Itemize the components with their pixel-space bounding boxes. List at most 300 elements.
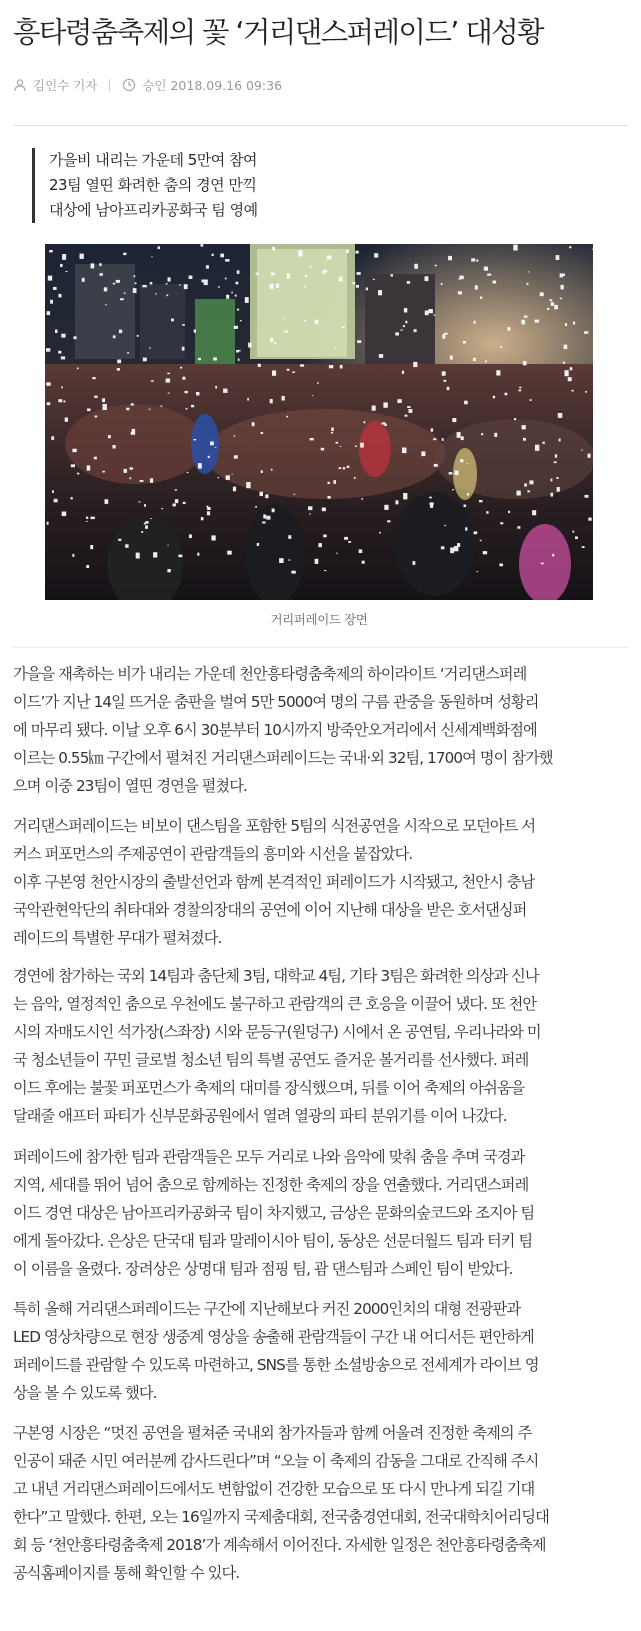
confetti-speck — [213, 358, 217, 361]
confetti-speck — [421, 451, 425, 456]
confetti-speck — [328, 496, 331, 499]
confetti-speck — [327, 256, 331, 260]
meta-divider — [109, 79, 110, 91]
confetti-speck — [257, 543, 259, 546]
confetti-speck — [560, 298, 562, 299]
confetti-speck — [431, 428, 434, 431]
confetti-speck — [444, 380, 447, 382]
confetti-speck — [103, 404, 107, 410]
confetti-speck — [185, 391, 188, 393]
confetti-speck — [312, 395, 314, 396]
confetti-speck — [517, 526, 520, 529]
confetti-speck — [207, 506, 209, 508]
confetti-speck — [86, 517, 88, 519]
confetti-speck — [556, 477, 558, 479]
confetti-speck — [514, 418, 516, 420]
confetti-speck — [588, 454, 591, 458]
confetti-speck — [476, 260, 478, 262]
confetti-speck — [542, 442, 544, 444]
confetti-speck — [328, 482, 330, 484]
confetti-speck — [113, 335, 116, 338]
paragraph-line: 에게 돌아갔다. 은상은 단국대 팀과 말레이시아 팀이, 동상은 선문더월드 팀과 터키 팀 — [13, 1232, 533, 1250]
confetti-speck — [585, 495, 589, 498]
confetti-speck — [252, 422, 255, 426]
confetti-speck — [340, 446, 342, 447]
confetti-speck — [234, 435, 236, 436]
confetti-speck — [477, 571, 479, 572]
article-paragraph — [13, 962, 618, 1130]
confetti-speck — [373, 279, 375, 280]
confetti-speck — [144, 523, 146, 525]
author-name: 김인수 기자 — [33, 78, 98, 93]
confetti-speck — [130, 477, 132, 479]
confetti-speck — [53, 287, 57, 290]
paragraph-line: 지역, 세대를 뛰어 넘어 춤으로 함께하는 진정한 축제의 장을 연출했다. 거리댄스퍼레 — [13, 1176, 529, 1194]
confetti-speck — [210, 442, 214, 446]
paragraph-line: 으며 이중 23팀이 열띤 경연을 펼쳤다. — [13, 777, 247, 795]
confetti-speck — [58, 399, 62, 402]
confetti-speck — [434, 464, 438, 467]
confetti-speck — [123, 253, 126, 255]
confetti-speck — [532, 510, 536, 515]
confetti-speck — [584, 331, 588, 334]
confetti-speck — [158, 246, 160, 249]
paragraph-line: 인공이 돼준 시민 여러분께 감사드린다”며 “오늘 이 축제의 감동을 그대로 간직해 주시 — [13, 1452, 539, 1470]
header-divider — [13, 125, 628, 126]
confetti-speck — [124, 293, 126, 294]
confetti-speck — [585, 391, 587, 393]
confetti-speck — [166, 283, 168, 284]
paragraph-line: 한다”고 말했다. 한편, 오는 16일까지 국제춤대회, 전국춤경연대회, 전국대학치어리딩대 — [13, 1508, 549, 1526]
confetti-speck — [528, 271, 530, 272]
confetti-speck — [339, 277, 343, 282]
confetti-speck — [201, 244, 204, 247]
confetti-speck — [127, 352, 129, 353]
confetti-speck — [444, 333, 448, 335]
confetti-speck — [182, 377, 185, 380]
confetti-speck — [141, 531, 143, 533]
confetti-speck — [265, 494, 268, 498]
confetti-speck — [540, 292, 544, 296]
confetti-speck — [125, 544, 128, 548]
confetti-speck — [304, 286, 307, 287]
confetti-speck — [321, 448, 325, 451]
confetti-speck — [404, 308, 407, 312]
confetti-speck — [347, 466, 350, 468]
paragraph-line: 퍼레이드를 관람할 수 있도록 마련하고, SNS를 통한 소셜방송으로 전세계가 라이브 영 — [13, 1356, 539, 1374]
confetti-speck — [315, 559, 319, 564]
confetti-speck — [429, 309, 433, 313]
summary-line: 23팀 열띤 화려한 춤의 경연 만끽 — [49, 176, 257, 194]
confetti-speck — [441, 546, 445, 549]
confetti-speck — [493, 396, 495, 399]
confetti-speck — [403, 493, 407, 499]
confetti-speck — [483, 551, 487, 554]
confetti-speck — [236, 282, 239, 285]
confetti-speck — [413, 362, 417, 367]
paragraph-line: 공식홈페이지를 통해 확인할 수 있다. — [13, 1564, 240, 1582]
confetti-speck — [405, 415, 408, 417]
confetti-speck — [287, 369, 290, 371]
confetti-speck — [323, 535, 327, 538]
confetti-speck — [379, 354, 383, 358]
confetti-speck — [175, 489, 177, 490]
paragraph-line: 커스 퍼포먼스의 주제공연이 관람객들의 흥미와 시선을 붙잡았다. — [13, 845, 413, 863]
confetti-speck — [235, 295, 237, 297]
confetti-speck — [236, 350, 239, 353]
confetti-speck — [354, 477, 356, 479]
confetti-speck — [444, 525, 446, 526]
confetti-speck — [187, 472, 189, 473]
confetti-speck — [61, 356, 65, 359]
confetti-speck — [145, 525, 148, 528]
confetti-speck — [551, 479, 553, 482]
confetti-speck — [344, 537, 348, 540]
confetti-speck — [211, 535, 215, 540]
confetti-speck — [245, 297, 249, 303]
article-paragraph — [13, 812, 618, 952]
paragraph-line: 이르는 0.55㎞ 구간에서 펼쳐진 거리댄스퍼레이드는 국내·외 32팀, 1700여 명이 참가했 — [13, 749, 553, 767]
confetti-speck — [46, 382, 50, 386]
confetti-speck — [529, 480, 533, 484]
confetti-speck — [309, 513, 311, 514]
confetti-speck — [65, 418, 68, 422]
confetti-speck — [442, 371, 446, 376]
confetti-speck — [535, 445, 539, 451]
confetti-speck — [481, 433, 483, 435]
confetti-speck — [167, 569, 170, 572]
confetti-speck — [563, 362, 565, 364]
confetti-speck — [91, 517, 95, 520]
confetti-speck — [160, 406, 162, 407]
confetti-speck — [357, 272, 361, 275]
confetti-speck — [334, 348, 336, 349]
confetti-speck — [117, 360, 121, 364]
confetti-speck — [71, 497, 73, 499]
confetti-speck — [52, 490, 54, 493]
confetti-speck — [329, 365, 333, 368]
confetti-speck — [339, 467, 342, 469]
confetti-speck — [336, 553, 338, 554]
confetti-speck — [47, 522, 49, 525]
confetti-speck — [182, 324, 185, 326]
confetti-speck — [575, 536, 578, 539]
confetti-speck — [571, 390, 573, 392]
confetti-speck — [547, 308, 550, 310]
confetti-speck — [201, 517, 204, 520]
paragraph-line: 회 등 ‘천안흥타령춤축제 2018’가 계속해서 이어진다. 자세한 일정은 천안흥타령춤축제 — [13, 1536, 546, 1554]
confetti-speck — [263, 514, 266, 518]
confetti-speck — [279, 558, 284, 563]
paragraph-line: 구본영 시장은 “멋진 공연을 펼쳐준 국내외 참가자들과 함께 어울려 진정한 축제의 주 — [13, 1424, 532, 1442]
confetti-speck — [256, 273, 259, 275]
confetti-speck — [452, 418, 456, 422]
article-paragraph — [13, 1295, 618, 1407]
confetti-speck — [414, 329, 417, 332]
confetti-speck — [196, 392, 199, 395]
confetti-speck — [255, 506, 257, 508]
paragraph-line: 는 음악, 열정적인 춤으로 우천에도 불구하고 관람객의 큰 호응을 이끌어 냈다. 또 천안 — [13, 995, 537, 1013]
confetti-speck — [355, 446, 357, 447]
confetti-speck — [130, 467, 134, 469]
confetti-speck — [463, 341, 466, 344]
confetti-speck — [448, 256, 452, 260]
confetti-speck — [223, 389, 227, 393]
confetti-speck — [581, 450, 583, 451]
confetti-speck — [140, 480, 144, 482]
confetti-speck — [198, 358, 201, 360]
confetti-speck — [454, 546, 459, 551]
confetti-speck — [556, 255, 560, 260]
confetti-speck — [524, 483, 527, 486]
confetti-speck — [401, 330, 403, 331]
confetti-speck — [464, 401, 468, 405]
confetti-speck — [460, 459, 463, 462]
confetti-speck — [561, 285, 564, 290]
confetti-speck — [360, 443, 364, 448]
confetti-speck — [137, 335, 139, 337]
confetti-speck — [558, 413, 563, 418]
confetti-speck — [248, 343, 251, 348]
confetti-speck — [433, 438, 436, 440]
confetti-speck — [227, 551, 232, 555]
confetti-speck — [225, 259, 229, 262]
confetti-speck — [505, 393, 508, 396]
confetti-speck — [479, 500, 483, 502]
confetti-speck — [260, 492, 264, 496]
confetti-speck — [94, 396, 97, 398]
confetti-speck — [324, 570, 326, 571]
paragraph-line: 이드 경연 대상은 남아프리카공화국 팀이 차지했고, 금상은 문화의숲코드와 조지아 팀 — [13, 1204, 535, 1222]
confetti-speck — [62, 512, 66, 517]
confetti-speck — [455, 471, 459, 475]
confetti-speck — [550, 299, 553, 301]
confetti-speck — [473, 358, 476, 361]
confetti-speck — [151, 518, 153, 519]
confetti-speck — [86, 565, 89, 568]
confetti-speck — [92, 377, 95, 379]
confetti-speck — [409, 409, 413, 413]
clock-icon — [122, 78, 136, 92]
confetti-speck — [564, 345, 568, 350]
confetti-speck — [150, 478, 153, 483]
paragraph-line: 이드 후에는 불꽃 퍼포먼스가 축제의 대미를 장식했으며, 뒤를 이어 축제의 아쉬움을 — [13, 1079, 525, 1097]
confetti-speck — [442, 334, 445, 338]
confetti-speck — [94, 457, 97, 460]
confetti-speck — [551, 493, 554, 497]
confetti-speck — [184, 284, 188, 289]
confetti-speck — [104, 287, 107, 291]
confetti-speck — [343, 467, 345, 469]
confetti-speck — [58, 351, 61, 354]
confetti-speck — [450, 548, 454, 554]
confetti-speck — [167, 545, 169, 546]
confetti-speck — [72, 554, 74, 557]
confetti-speck — [523, 361, 527, 365]
confetti-speck — [317, 382, 319, 383]
confetti-speck — [49, 250, 53, 252]
confetti-speck — [218, 286, 220, 287]
parade-photo — [45, 244, 593, 600]
confetti-speck — [522, 320, 526, 325]
confetti-speck — [588, 518, 591, 521]
confetti-speck — [51, 436, 54, 440]
confetti-speck — [391, 274, 394, 276]
confetti-speck — [276, 284, 279, 288]
confetti-speck — [310, 266, 312, 267]
confetti-speck — [215, 447, 217, 448]
confetti-speck — [378, 290, 382, 295]
confetti-speck — [80, 254, 84, 259]
confetti-speck — [573, 322, 575, 325]
confetti-speck — [87, 409, 91, 412]
confetti-speck — [348, 541, 351, 543]
confetti-speck — [266, 516, 270, 520]
summary-line: 가을비 내리는 가운데 5만여 참여 — [49, 151, 257, 169]
confetti-speck — [168, 393, 170, 394]
confetti-speck — [464, 505, 467, 508]
confetti-speck — [518, 390, 521, 392]
confetti-speck — [274, 342, 276, 345]
confetti-speck — [459, 279, 461, 280]
confetti-speck — [383, 402, 387, 407]
confetti-speck — [560, 274, 563, 278]
confetti-speck — [193, 439, 196, 440]
confetti-speck — [499, 564, 503, 567]
confetti-speck — [118, 539, 121, 541]
confetti-speck — [530, 399, 532, 401]
confetti-speck — [396, 500, 399, 504]
confetti-speck — [480, 297, 482, 299]
confetti-speck — [144, 504, 146, 507]
confetti-speck — [198, 463, 202, 469]
confetti-speck — [318, 543, 322, 547]
confetti-speck — [552, 554, 554, 557]
confetti-speck — [105, 499, 109, 504]
confetti-speck — [387, 520, 390, 522]
paragraph-line: 시의 자매도시인 석가장(스좌장) 시와 문등구(원덩구) 시에서 온 공연팀, 우리나라와 미 — [13, 1023, 541, 1041]
confetti-speck — [208, 456, 210, 458]
confetti-speck — [346, 250, 349, 254]
confetti-speck — [204, 280, 208, 286]
confetti-speck — [592, 249, 593, 250]
confetti-speck — [357, 340, 361, 343]
confetti-speck — [134, 275, 136, 277]
confetti-speck — [356, 285, 359, 288]
confetti-speck — [220, 254, 224, 258]
paragraph-line: 특히 올해 거리댄스퍼레이드는 구간에 지난해보다 커진 2000인치의 대형 전광판과 — [13, 1300, 521, 1318]
confetti-speck — [500, 522, 503, 524]
confetti-speck — [519, 387, 521, 389]
confetti-speck — [554, 461, 557, 463]
confetti-speck — [87, 465, 91, 470]
confetti-speck — [333, 480, 336, 484]
confetti-speck — [225, 278, 227, 280]
confetti-speck — [60, 264, 63, 267]
paragraph-line: 이드’가 지난 14일 뜨거운 춤판을 벌여 5만 5000여 명의 구름 관중을 동원하며 성황리 — [13, 693, 539, 711]
confetti-speck — [117, 368, 120, 371]
confetti-speck — [271, 469, 273, 471]
confetti-speck — [523, 438, 526, 441]
confetti-speck — [119, 330, 122, 334]
confetti-speck — [191, 405, 194, 407]
confetti-speck — [262, 522, 265, 524]
confetti-speck — [234, 455, 238, 458]
confetti-speck — [402, 448, 407, 454]
confetti-speck — [395, 332, 399, 335]
confetti-speck — [233, 487, 236, 492]
confetti-speck — [143, 358, 147, 362]
confetti-speck — [149, 348, 151, 349]
confetti-speck — [407, 281, 410, 284]
confetti-speck — [474, 321, 476, 324]
confetti-speck — [155, 293, 157, 294]
confetti-speck — [270, 284, 274, 289]
confetti-speck — [71, 464, 75, 467]
confetti-speck — [524, 316, 528, 318]
confetti-speck — [572, 531, 574, 533]
confetti-speck — [551, 302, 554, 306]
confetti-speck — [467, 463, 469, 464]
confetti-speck — [402, 371, 404, 374]
confetti-speck — [286, 416, 288, 418]
confetti-speck — [150, 282, 153, 285]
confetti-speck — [485, 360, 487, 362]
published-date: 승인 2018.09.16 09:36 — [142, 78, 283, 93]
confetti-speck — [287, 274, 290, 279]
confetti-speck — [126, 408, 129, 411]
confetti-speck — [102, 398, 105, 402]
paragraph-line: 이 이름을 올렸다. 장려상은 상명대 팀과 점핑 팀, 괌 댄스팀과 스페인 팀이 받았다. — [13, 1260, 513, 1278]
confetti-speck — [467, 493, 469, 495]
confetti-speck — [384, 424, 386, 426]
confetti-speck — [55, 330, 58, 334]
confetti-speck — [527, 490, 530, 492]
confetti-speck — [142, 285, 146, 287]
confetti-speck — [475, 285, 478, 289]
confetti-speck — [62, 254, 66, 260]
confetti-speck — [541, 563, 544, 565]
photo-caption: 거리퍼레이드 장면 — [270, 612, 368, 627]
paragraph-line: 레이드의 특별한 무대가 펼쳐졌다. — [13, 929, 222, 947]
confetti-speck — [61, 334, 65, 338]
confetti-speck — [425, 311, 429, 316]
confetti-speck — [151, 256, 153, 257]
confetti-speck — [554, 305, 558, 309]
confetti-speck — [64, 401, 66, 403]
confetti-speck — [568, 377, 572, 381]
confetti-speck — [480, 540, 482, 541]
confetti-speck — [105, 304, 107, 305]
confetti-speck — [58, 294, 61, 298]
confetti-speck — [215, 386, 217, 389]
confetti-speck — [272, 371, 276, 376]
confetti-speck — [342, 326, 345, 328]
confetti-speck — [72, 449, 76, 452]
confetti-speck — [258, 364, 261, 367]
confetti-speck — [557, 487, 560, 492]
confetti-speck — [261, 470, 263, 473]
paragraph-line: 거리댄스퍼레이드는 비보이 댄스팀을 포함한 5팀의 식전공연을 시작으로 모던아트 서 — [13, 817, 536, 835]
confetti-speck — [356, 251, 359, 254]
confetti-speck — [461, 436, 464, 440]
confetti-speck — [379, 532, 381, 534]
article-title: 흥타령춤축제의 꽃 ‘거리댄스퍼레이드’ 대성황 — [13, 16, 543, 49]
confetti-speck — [86, 521, 88, 522]
confetti-speck — [197, 553, 199, 556]
confetti-speck — [336, 442, 339, 444]
confetti-speck — [305, 275, 307, 277]
